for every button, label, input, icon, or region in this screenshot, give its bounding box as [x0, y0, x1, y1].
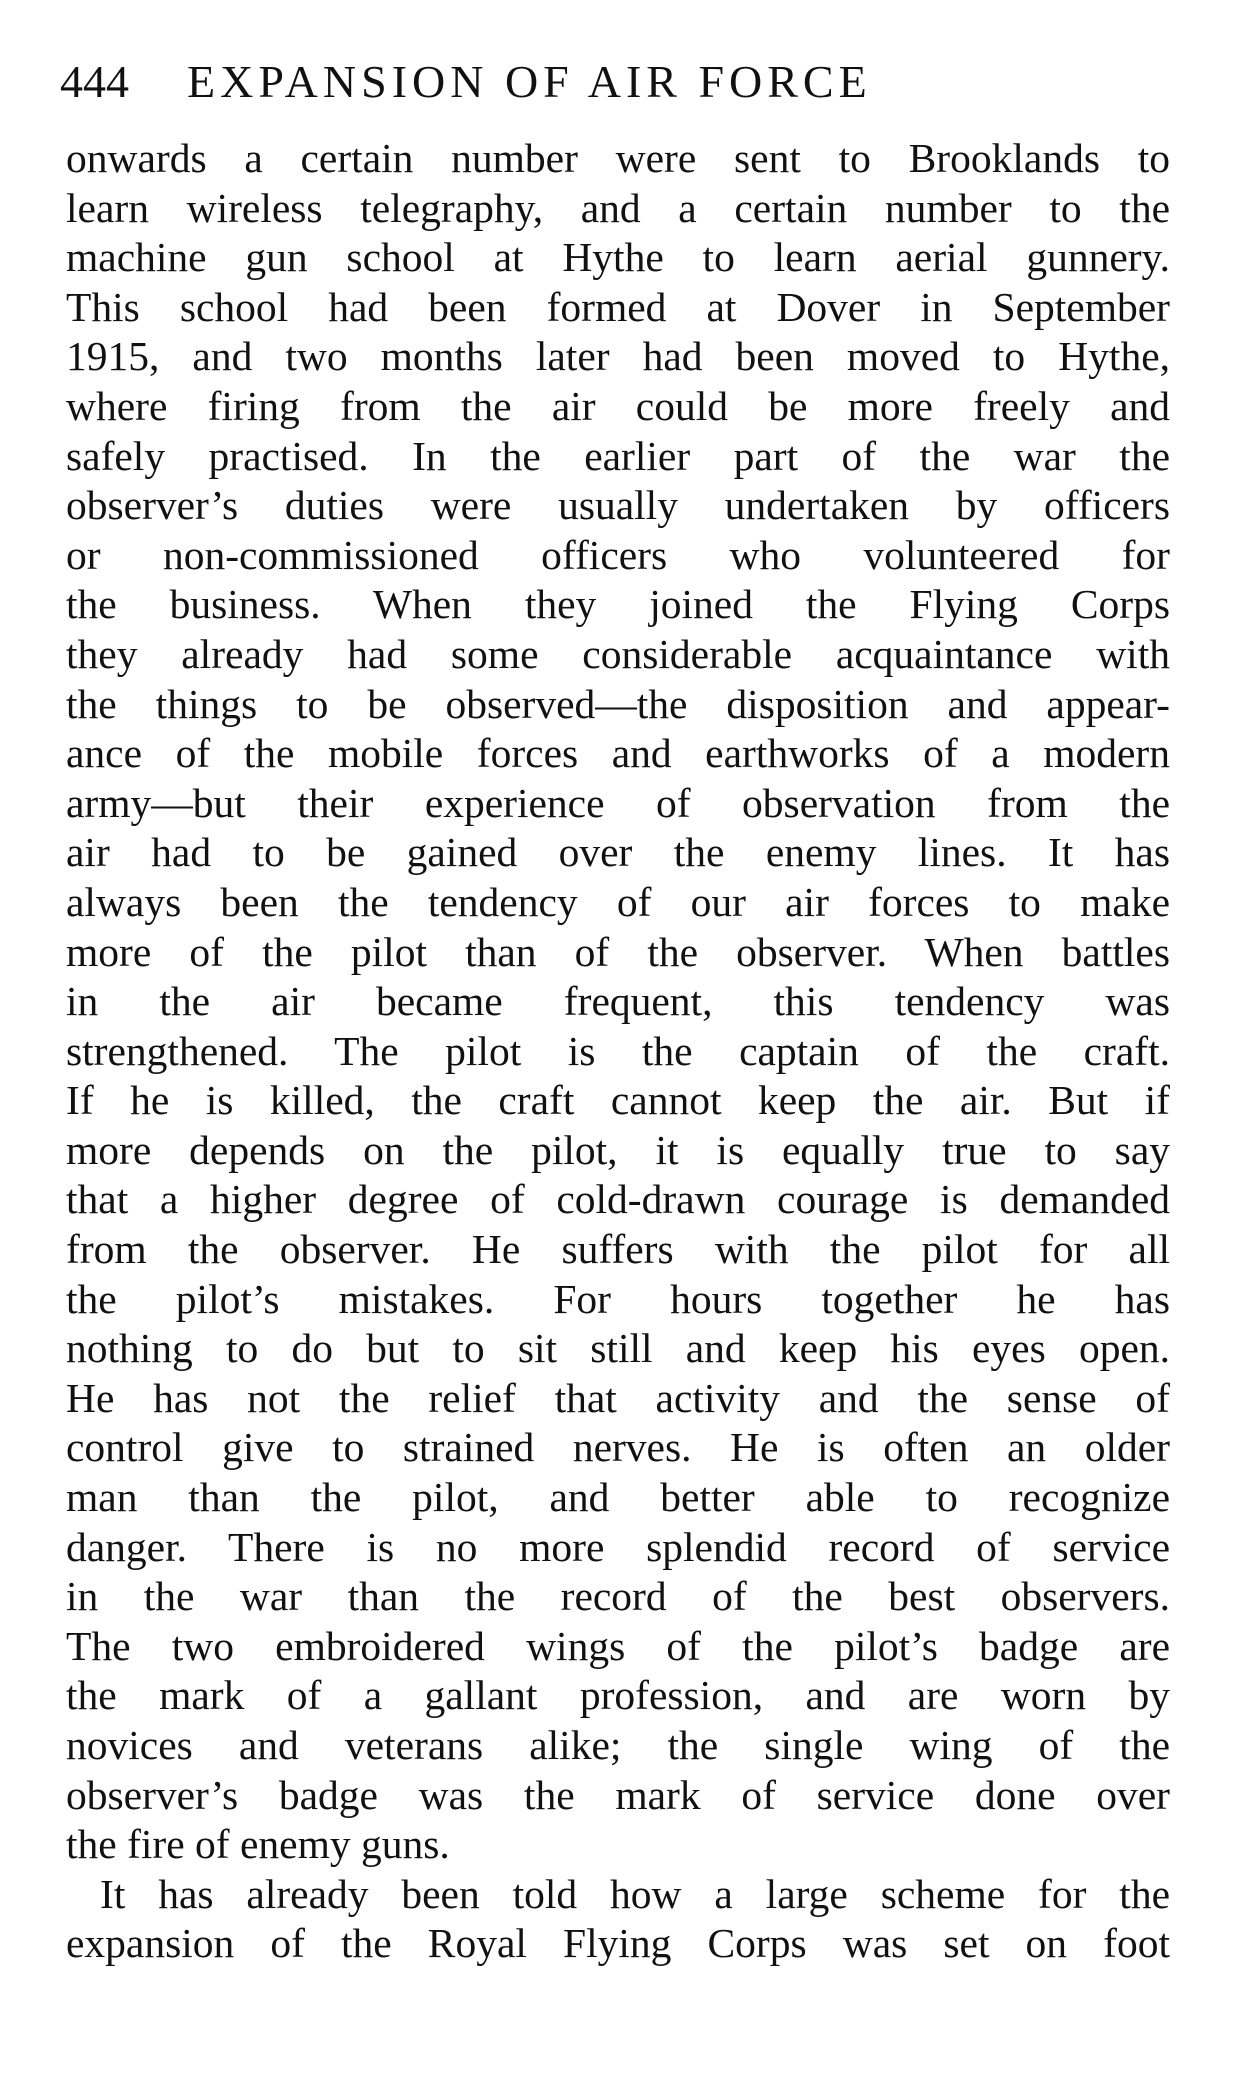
text-line: man than the pilot, and better able to recognize	[66, 1474, 1170, 1521]
text-line: The two embroidered wings of the pilot’s badge are	[66, 1622, 1170, 1669]
text-line: observer’s duties were usually undertaken by officers	[66, 482, 1170, 529]
text-line: danger. There is no more splendid record of service	[66, 1523, 1170, 1570]
text-line: the business. When they joined the Flying Corps	[66, 581, 1170, 628]
text-line: from the observer. He suffers with the pilot for all	[66, 1226, 1170, 1273]
text-line: learn wireless telegraphy, and a certain number to the	[66, 184, 1170, 231]
text-line: in the war than the record of the best observers.	[66, 1573, 1170, 1620]
paragraph	[66, 134, 1170, 1870]
text-line: If he is killed, the craft cannot keep the air. But if	[66, 1077, 1170, 1124]
text-line: more depends on the pilot, it is equally true to say	[66, 1126, 1170, 1173]
text-line: more of the pilot than of the observer. When battles	[66, 928, 1170, 975]
text-line: onwards a certain number were sent to Brooklands to	[66, 135, 1170, 181]
page-number: 444	[60, 56, 129, 107]
text-line: or non-commissioned officers who volunteered for	[66, 531, 1170, 578]
text-line: where firing from the air could be more freely and	[66, 382, 1170, 429]
text-line: nothing to do but to sit still and keep his eyes open.	[66, 1325, 1170, 1372]
text-line: the pilot’s mistakes. For hours together he has	[66, 1275, 1170, 1322]
text-line: in the air became frequent, this tendency was	[66, 978, 1170, 1025]
text-line: observer’s badge was the mark of service done over	[66, 1771, 1170, 1818]
text-line: He has not the relief that activity and the sense of	[66, 1374, 1170, 1421]
text-line: ance of the mobile forces and earthworks of a modern	[66, 730, 1170, 777]
body-text	[66, 134, 1170, 1969]
text-line: control give to strained nerves. He is often an older	[66, 1424, 1170, 1471]
text-line: the mark of a gallant profession, and are worn by	[66, 1672, 1170, 1719]
text-line: strengthened. The pilot is the captain of the craft.	[66, 1027, 1170, 1074]
text-line: that a higher degree of cold-drawn courage is demanded	[66, 1176, 1170, 1223]
page-header	[60, 52, 1160, 112]
text-line: always been the tendency of our air forces to make	[66, 878, 1170, 925]
text-line: army—but their experience of observation from the	[66, 779, 1170, 826]
text-line: 1915, and two months later had been moved to Hythe,	[66, 333, 1170, 380]
text-line: the things to be observed—the disposition and appear-	[66, 680, 1170, 727]
text-line: expansion of the Royal Flying Corps was set on foot	[66, 1920, 1170, 1967]
text-line: the fire of enemy guns.	[66, 1821, 450, 1868]
text-line: machine gun school at Hythe to learn aerial gunnery.	[66, 234, 1170, 281]
text-line: novices and veterans alike; the single wing of the	[66, 1722, 1170, 1768]
text-line: It has already been told how a large scheme for the	[100, 1870, 1170, 1917]
text-line: air had to be gained over the enemy lines. It has	[66, 829, 1170, 876]
paragraph	[66, 1870, 1170, 1969]
text-line: This school had been formed at Dover in September	[66, 283, 1170, 330]
running-title: EXPANSION OF AIR FORCE	[187, 56, 872, 107]
text-line: they already had some considerable acquaintance with	[66, 630, 1170, 677]
text-line: safely practised. In the earlier part of the war the	[66, 432, 1170, 479]
